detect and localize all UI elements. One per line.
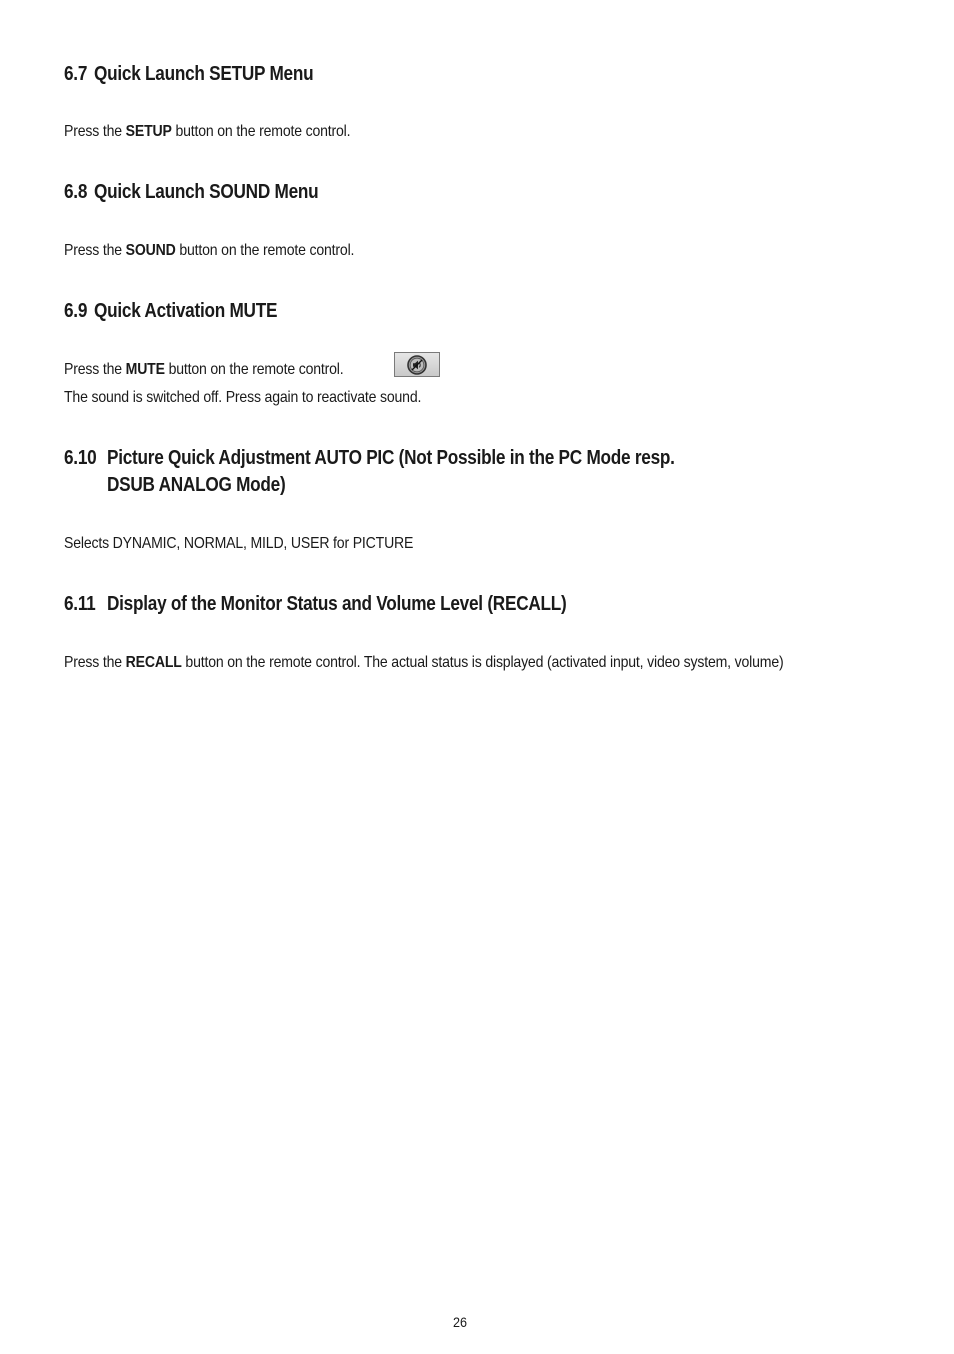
section-number: 6.10 — [64, 447, 97, 469]
mute-speaker-icon — [406, 354, 428, 376]
section-title: Display of the Monitor Status and Volume Level (RECALL) — [107, 593, 567, 615]
text-segment: button on the remote control. — [164, 361, 344, 378]
button-name: MUTE — [125, 361, 165, 378]
section-title: Quick Launch SETUP Menu — [94, 63, 314, 85]
section-title-line1: Picture Quick Adjustment AUTO PIC (Not Possible in the PC Mode resp. — [107, 447, 675, 469]
section-number: 6.8 — [64, 181, 88, 203]
section-text-6-10 — [64, 530, 413, 558]
section-heading-6-9 — [64, 298, 277, 325]
text-segment: button on the remote control. — [175, 242, 355, 259]
section-heading-6-7 — [64, 61, 313, 88]
section-heading-6-11 — [64, 591, 566, 618]
button-name: RECALL — [125, 654, 182, 671]
text-segment: Press the — [64, 361, 126, 378]
section-title: Quick Activation MUTE — [94, 300, 278, 322]
text-segment: Selects DYNAMIC, NORMAL, MILD, USER for PICTURE — [64, 535, 414, 552]
section-number: 6.11 — [64, 593, 96, 615]
section-text-6-8 — [64, 237, 354, 265]
button-name: SOUND — [125, 242, 176, 259]
section-text-6-9 — [64, 356, 421, 412]
section-title: Quick Launch SOUND Menu — [94, 181, 319, 203]
text-segment: button on the remote control. The actual status is displayed (activated input, video system, volume) — [181, 654, 784, 671]
section-text-6-7 — [64, 118, 350, 146]
page-number: 26 — [452, 1314, 468, 1330]
text-segment: button on the remote control. — [171, 123, 351, 140]
text-segment: The sound is switched off. Press again to reactivate sound. — [64, 389, 422, 406]
section-title-line2: DSUB ANALOG Mode) — [107, 474, 286, 496]
section-number: 6.7 — [64, 63, 88, 85]
mute-button-illustration — [394, 352, 440, 377]
section-heading-6-8 — [64, 179, 318, 206]
text-segment: Press the — [64, 242, 126, 259]
section-text-6-11 — [64, 649, 783, 677]
button-name: SETUP — [125, 123, 172, 140]
text-segment: Press the — [64, 123, 126, 140]
text-segment: Press the — [64, 654, 126, 671]
section-heading-6-10 — [64, 445, 675, 499]
section-number: 6.9 — [64, 300, 88, 322]
